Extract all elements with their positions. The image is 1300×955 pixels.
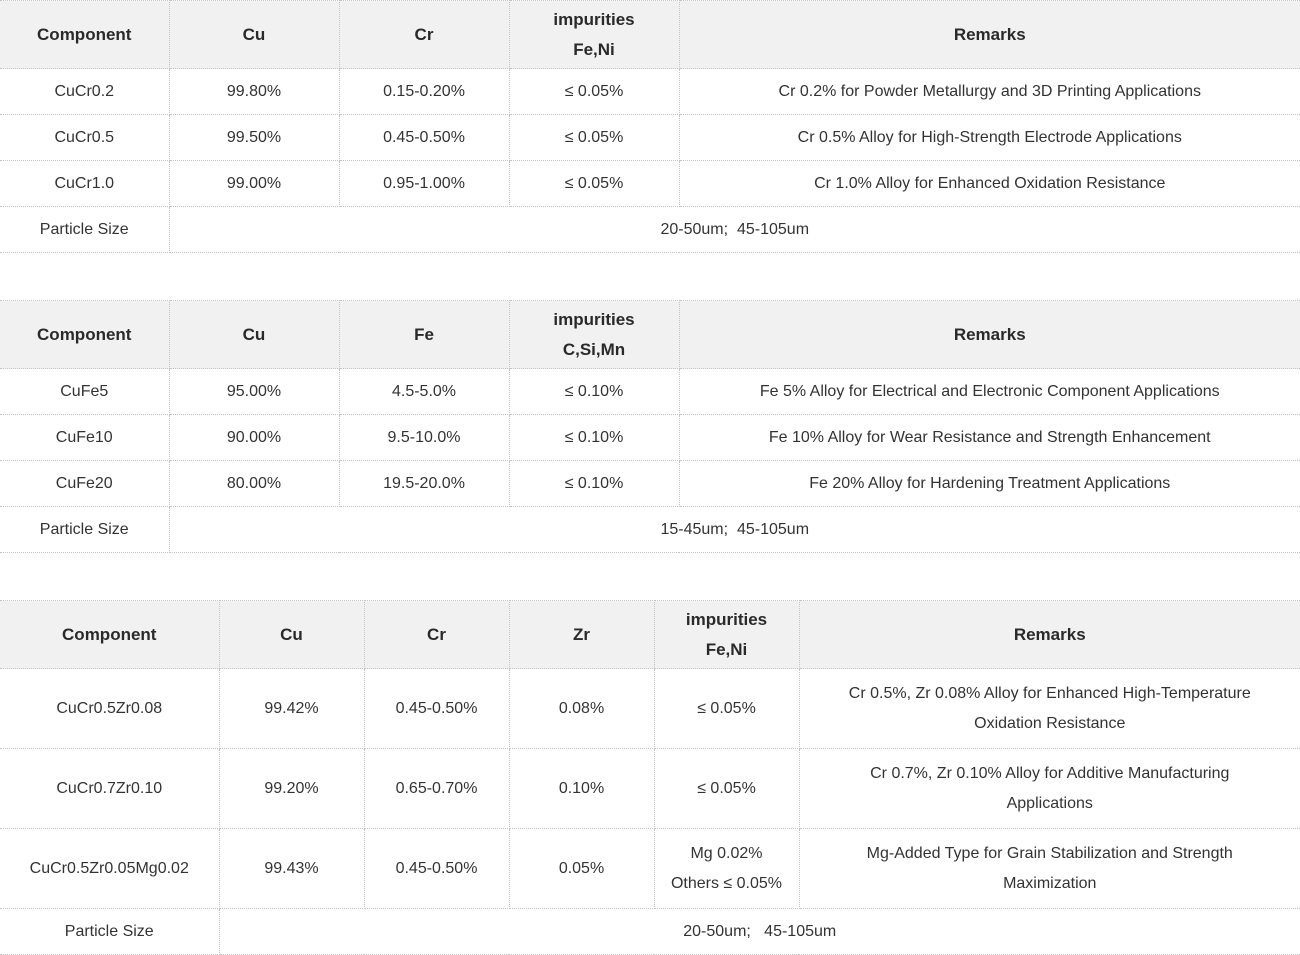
cell-remarks: Fe 10% Alloy for Wear Resistance and Strength Enhancement bbox=[679, 415, 1300, 461]
header-cu: Cu bbox=[169, 1, 339, 69]
cucrzr-spec-table bbox=[0, 600, 1300, 955]
cell-fe: 19.5-20.0% bbox=[339, 461, 509, 507]
cell-zr: 0.05% bbox=[509, 829, 654, 909]
cell-cu: 95.00% bbox=[169, 369, 339, 415]
remarks-line: Oxidation Resistance bbox=[974, 714, 1126, 732]
cell-component: CuCr0.2 bbox=[0, 69, 169, 115]
cell-cu: 99.50% bbox=[169, 115, 339, 161]
cell-cu: 90.00% bbox=[169, 415, 339, 461]
remarks-line: Mg-Added Type for Grain Stabilization and Strength bbox=[866, 844, 1233, 862]
cell-impurities: ≤ 0.10% bbox=[509, 369, 679, 415]
cell-fe: 9.5-10.0% bbox=[339, 415, 509, 461]
cell-component: CuCr0.7Zr0.10 bbox=[0, 749, 219, 829]
particle-size-value: 20-50um; 45-105um bbox=[219, 909, 1300, 955]
header-fe: Fe bbox=[339, 301, 509, 369]
table-header-row bbox=[0, 601, 1300, 669]
cell-fe: 4.5-5.0% bbox=[339, 369, 509, 415]
header-cr: Cr bbox=[339, 1, 509, 69]
remarks-line: Cr 0.7%, Zr 0.10% Alloy for Additive Manufacturing bbox=[870, 764, 1230, 782]
remarks-line: Maximization bbox=[1003, 874, 1097, 892]
header-impurities-label: impurities bbox=[685, 609, 768, 629]
impurities-line: Mg 0.02% bbox=[690, 844, 763, 862]
header-zr: Zr bbox=[509, 601, 654, 669]
cell-cr: 0.95-1.00% bbox=[339, 161, 509, 207]
cell-impurities: ≤ 0.10% bbox=[509, 461, 679, 507]
cell-remarks bbox=[799, 829, 1300, 909]
header-component: Component bbox=[0, 1, 169, 69]
table-row bbox=[0, 749, 1300, 829]
particle-size-value: 15-45um; 45-105um bbox=[169, 507, 1300, 553]
cell-cu: 99.80% bbox=[169, 69, 339, 115]
header-impurities-elements: C,Si,Mn bbox=[562, 339, 626, 359]
table-row bbox=[0, 461, 1300, 507]
cell-component: CuCr0.5Zr0.08 bbox=[0, 669, 219, 749]
header-remarks: Remarks bbox=[679, 1, 1300, 69]
cell-component: CuCr0.5Zr0.05Mg0.02 bbox=[0, 829, 219, 909]
table-row bbox=[0, 669, 1300, 749]
cell-impurities: ≤ 0.05% bbox=[509, 69, 679, 115]
header-impurities bbox=[509, 301, 679, 369]
cell-impurities bbox=[654, 829, 799, 909]
cell-remarks: Fe 20% Alloy for Hardening Treatment Applications bbox=[679, 461, 1300, 507]
header-impurities-label: impurities bbox=[553, 309, 635, 329]
header-impurities-elements: Fe,Ni bbox=[573, 39, 615, 59]
cell-cr: 0.15-0.20% bbox=[339, 69, 509, 115]
cell-remarks: Fe 5% Alloy for Electrical and Electronic Component Applications bbox=[679, 369, 1300, 415]
header-cu: Cu bbox=[219, 601, 364, 669]
table-row bbox=[0, 69, 1300, 115]
cell-impurities: ≤ 0.05% bbox=[654, 669, 799, 749]
cell-cr: 0.65-0.70% bbox=[364, 749, 509, 829]
particle-size-value: 20-50um; 45-105um bbox=[169, 207, 1300, 253]
cell-remarks: Cr 1.0% Alloy for Enhanced Oxidation Resistance bbox=[679, 161, 1300, 207]
cucr-spec-table bbox=[0, 0, 1300, 253]
table-row bbox=[0, 415, 1300, 461]
remarks-line: Cr 0.5%, Zr 0.08% Alloy for Enhanced High-Temperature bbox=[848, 684, 1251, 702]
particle-size-label: Particle Size bbox=[0, 207, 169, 253]
cell-cu: 99.00% bbox=[169, 161, 339, 207]
remarks-line: Applications bbox=[1006, 794, 1093, 812]
table-row bbox=[0, 369, 1300, 415]
particle-size-row bbox=[0, 909, 1300, 955]
cell-impurities: ≤ 0.10% bbox=[509, 415, 679, 461]
particle-size-label: Particle Size bbox=[0, 909, 219, 955]
table-header-row bbox=[0, 301, 1300, 369]
cell-component: CuFe5 bbox=[0, 369, 169, 415]
cell-component: CuCr1.0 bbox=[0, 161, 169, 207]
cufe-spec-table bbox=[0, 300, 1300, 553]
cell-impurities: ≤ 0.05% bbox=[654, 749, 799, 829]
cell-cr: 0.45-0.50% bbox=[339, 115, 509, 161]
header-component: Component bbox=[0, 601, 219, 669]
cell-cr: 0.45-0.50% bbox=[364, 829, 509, 909]
cell-component: CuFe10 bbox=[0, 415, 169, 461]
header-cu: Cu bbox=[169, 301, 339, 369]
cell-remarks: Cr 0.2% for Powder Metallurgy and 3D Printing Applications bbox=[679, 69, 1300, 115]
table-row bbox=[0, 829, 1300, 909]
cell-cu: 99.20% bbox=[219, 749, 364, 829]
cell-zr: 0.08% bbox=[509, 669, 654, 749]
cell-remarks bbox=[799, 669, 1300, 749]
header-cr: Cr bbox=[364, 601, 509, 669]
header-component: Component bbox=[0, 301, 169, 369]
cell-cu: 80.00% bbox=[169, 461, 339, 507]
cell-zr: 0.10% bbox=[509, 749, 654, 829]
cell-impurities: ≤ 0.05% bbox=[509, 115, 679, 161]
header-remarks: Remarks bbox=[679, 301, 1300, 369]
table-row bbox=[0, 115, 1300, 161]
header-remarks: Remarks bbox=[799, 601, 1300, 669]
table-row bbox=[0, 161, 1300, 207]
cell-cr: 0.45-0.50% bbox=[364, 669, 509, 749]
cell-cu: 99.43% bbox=[219, 829, 364, 909]
header-impurities-label: impurities bbox=[553, 9, 635, 29]
particle-size-row bbox=[0, 207, 1300, 253]
cell-remarks: Cr 0.5% Alloy for High-Strength Electrode Applications bbox=[679, 115, 1300, 161]
cell-remarks bbox=[799, 749, 1300, 829]
cell-component: CuFe20 bbox=[0, 461, 169, 507]
cell-impurities: ≤ 0.05% bbox=[509, 161, 679, 207]
header-impurities-elements: Fe,Ni bbox=[705, 639, 748, 659]
cell-component: CuCr0.5 bbox=[0, 115, 169, 161]
particle-size-row bbox=[0, 507, 1300, 553]
particle-size-label: Particle Size bbox=[0, 507, 169, 553]
header-impurities bbox=[509, 1, 679, 69]
impurities-line: Others ≤ 0.05% bbox=[670, 874, 783, 892]
header-impurities bbox=[654, 601, 799, 669]
cell-cu: 99.42% bbox=[219, 669, 364, 749]
table-header-row bbox=[0, 1, 1300, 69]
